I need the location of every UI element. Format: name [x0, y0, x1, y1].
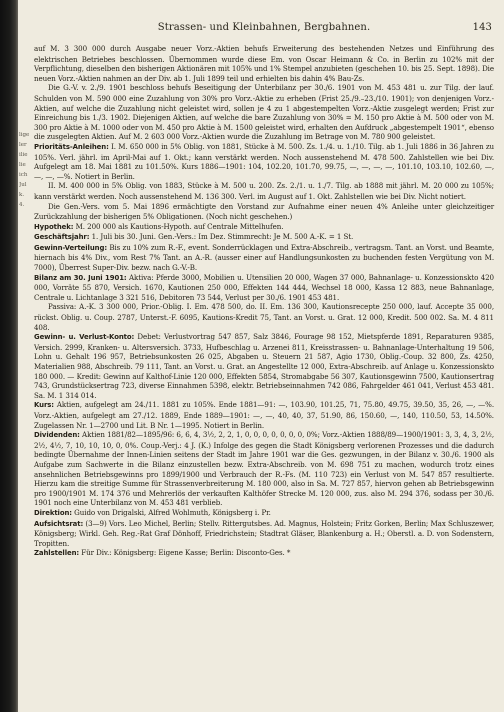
book-spine-gutter — [0, 0, 18, 712]
paragraph — [34, 202, 494, 222]
fragment: Jul — [19, 182, 27, 188]
paragraph — [34, 302, 494, 332]
paragraph — [34, 332, 494, 400]
section-label: Hypothek: — [34, 222, 74, 231]
running-title: Strassen- und Kleinbahnen, Bergbahnen. — [157, 22, 371, 33]
paragraph-text: Die G.-V. v. 2./9. 1901 beschloss behufs Beseitigung der Unterbilanz per 30./6. 1901 von M. 453 481 u. zur Tilg. der lauf. Schulden von M. 590 000 eine Zuzahlung von 30% pro Vorz.-Aktie zu erheben (Frist 25./9.–23./10. 1901); von denjenigen Vorz.-Aktien, auf welche die Zuzahlung nicht geleistet wird, sollen je 4 zu 1 abgestempelten Vorz.-Aktie zusgelegt werden; Frist zur Einreichung bis 1./3. 1902. Diejenigen Aktien, auf welche die bare Zuzahlung von 30% = M. 150 pro Aktie à M. 500 oder von M. 300 pro Aktie à M. 1000 oder von M. 450 pro Aktie à M. 1500 geleistet wird, erhalten den Aufdruck „abgestempelt 1901“, ebenso die zusgelegten Aktien. Auf M. 2 603 000 Vorz.-Aktien wurde die Zuzahlung im Betrage von M. 780 900 geleistet. — [34, 83, 494, 142]
paragraph — [34, 232, 494, 243]
paragraph-text: (3—9) Vors. Leo Michel, Berlin; Stellv. Rittergutsbes. Ad. Magnus, Holstein; Fritz Gorken, Berlin; Max Schluszewer, Königsberg; Wirkl. Geh. Reg.-Rat Graf Dönhoff, Friedrichstein; Stadtrat Gläser, Blankenburg a. H.; Oberstl. a. D. von Sodenstern, Tropitten. — [34, 518, 494, 548]
paragraph-text: Bis zu 10% zum R.-F., event. Sonderrücklagen und Extra-Abschreib., vertragsm. Tant. an Vorst. und Beamte, hiernach bis 4% Div., vom Rest 7% Tant. an A.-R. (ausser einer auf Handlungsunkosten zu buchenden festen Vergütung von M. 7000), Überrest Super-Div. bezw. nach G.-V.-B. — [34, 242, 494, 273]
section-label: Prioritäts-Anleihen: — [34, 142, 109, 151]
paragraph — [34, 222, 494, 233]
paragraph — [34, 142, 494, 181]
paragraph-text: M. 200 000 als Kautions-Hypoth. auf Centrale Mittelhufen. — [73, 221, 284, 231]
paragraph-text: Die Gen.-Vers. vom 5. Mai 1896 ermächtigte den Vorstand zur Aufnahme einer neuen 4% Anleihe unter gleichzeitiger Zurückzahlung der bisherigen 5% Obligationen. (Noch nicht geschehen.) — [34, 201, 494, 222]
section-label: Gewinn-Verteilung: — [34, 243, 108, 252]
fragment: lie — [19, 162, 26, 168]
section-label: Aufsichtsrat: — [34, 519, 84, 528]
section-label: Bilanz am 30. Juni 1901: — [34, 273, 127, 282]
fragment: 4. — [19, 202, 25, 208]
section-label: Zahlstellen: — [34, 549, 80, 558]
paragraph-text: Debet: Verlustvortrag 547 857, Salz 3846, Fourage 98 152, Mietspferde 1891, Reparaturen 9385, Versich. 2999, Kranken- u. Altersversich. 3733, Hufbeschlag u. Arzenei 811, Kreisstrassen- u. Bahnanlage-Unterhaltung 19 506, Lohn u. Gehalt 196 957, Betriebsunkosten 26 025, Abgaben u. Steuern 21 587, Agio 1730, Oblig.-Coup. 32 800, Zs. 4250, Materialien 988, Abschreib. 79 111, Tant. an Vorst. u. Grat. an Angestellte 12 000, Extra-Abschreib. auf Anlage u. Konzessionskto 180 000. — Kredit: Gewinn auf Kalthof-Linie 120 000, Effekten 5854, Stromabgabe 56 307, Kautionsgewinn 7500, Kautionsertrag 743, Grundstücksertrag 723, diverse Einnahmen 5398, elektr. Betriebseinnahmen 742 086, Fahrgelder 461 041, Verlust 453 481. Sa. M. 1 314 014. — [34, 332, 494, 400]
paragraph — [34, 508, 494, 519]
section-label: Dividenden: — [34, 431, 80, 440]
fragment: ilie — [19, 152, 28, 158]
paragraph-text: Aktien 1881/82—1895/96: 6, 6, 4, 3½, 2, 2, 1, 0, 0, 0, 0, 0, 0, 0, 0%; Vorz.-Aktien 1888/89—1900/1901: 3, 3, 4, 3, 2½, 2½, 4½, 7, 10, 10, 10, 0, 0%. Coup.-Verj.: 4 J. (K.) Infolge des gegen die Stadt Königsberg verlorenen Prozesses und die dadurch bedingte Übernahme der Innen-Linien seitens der Stadt im Jahre 1901 war die Ges. gezwungen, in der Bilanz v. 30./6. 1900 als Aufgabe zum Sachwerte in die Bilanz einzustellen bezw. Extra-Abschreib. von M. 698 751 zu machen, wodurch trotz eines ansehnlichen Betriebsgewinns pro 1899/1900 und Verbrauch der R.-Fs. (M. 110 723) ein Verlust von M. 547 857 resultierte. Hierzu kam die streitige Summe für Strassenverbreiterung M. 180 000, also in Sa. M. 727 857, hiervon gehen ab Betriebsgewinn pro 1900/1901 M. 174 376 und Mehrerlös der verkauften Kalthöfer Strecke M. 120 000, zus. also M. 294 376, sodass per 30./6. 1901 noch eine Unterbilanz von M. 453 481 verblieb. — [34, 430, 494, 508]
paragraph — [34, 400, 494, 430]
section-label: Direktion: — [34, 508, 72, 517]
paragraph-text: I. M. 650 000 in 5% Oblig. von 1881, Stücke à M. 500. Zs. 1./4. u. 1./10. Tilg. ab 1. Juli 1886 in 36 Jahren zu 105%. Verl. jährl. im April-Mai auf 1. Okt.; kann verstärkt werden. Noch aussenstehend M. 478 500. Zahlstellen wie bei Div. Aufgelegt am 18. Mai 1881 zu 101.50%. Kurs 1886—1901: 104, 102.20, 101.70, 99.75, —, —, —, —, 101.10, 103.10, 102.60, —, —, —, —%. Notiert in Berlin. — [34, 141, 494, 181]
fragment: lige — [19, 132, 30, 138]
paragraph-text: II. M. 400 000 in 5% Oblig. von 1883, Stücke à M. 500 u. 200. Zs. 2./1. u. 1./7. Tilg. ab 1888 mit jährl. M. 20 000 zu 105%; kann verstärkt werden. Noch aussenstehend M. 136 300. Verl. im August auf 1. Okt. Zahlstellen wie bei Div. Nicht notiert. — [34, 181, 494, 201]
paragraph — [34, 273, 494, 303]
running-header — [34, 20, 494, 40]
paragraph-text: Guido von Drigalski, Alfred Wohlmuth, Königsberg i. Pr. — [72, 507, 271, 517]
section-label: Geschäftsjahr: — [34, 233, 90, 242]
fragment: k. — [19, 192, 25, 198]
page-number: 143 — [472, 22, 492, 33]
adjacent-page-fragments — [19, 130, 33, 210]
paragraph-text: Für Div.: Königsberg: Eigene Kasse; Berlin: Disconto-Ges. * — [79, 548, 291, 558]
fragment: ich — [19, 172, 28, 178]
paragraph — [34, 83, 494, 142]
paragraph-text: auf M. 3 300 000 durch Ausgabe neuer Vorz.-Aktien behufs Erweiterung des bestehenden Netzes und Einführung des elektrischen Betriebes beschlossen. Übernommen wurde diese Em. von Oscar Heimann & Co. in Berlin zu 102% mit der Verpflichtung, dieselben den bisherigen Aktionären mit 105% und 1% Stempel anzubieten (geschehen 10. bis 25. Sept. 1898). Die neuen Vorz.-Aktien nahmen an der Div. ab 1. Juli 1899 teil und erhielten bis dahin 4% Bau-Zs. — [34, 44, 494, 83]
document-page — [34, 20, 494, 706]
paragraph — [34, 548, 494, 559]
paragraph-text: Passiva: A.-K. 3 300 000, Prior.-Oblig. I. Em. 478 500, do. II. Em. 136 300, Kautionsrecepte 250 000, lauf. Accepte 35 000, rückst. Oblig. u. Coup. 2787, Unterst.-F. 6095, Kautions-Kredit 75, Tant. an Vorst. u. Grat. 12 000, Kredit. 500 002. Sa. M. 4 811 408. — [34, 302, 494, 332]
paragraph — [34, 519, 494, 549]
paragraph — [34, 243, 494, 273]
body-text — [34, 44, 494, 559]
paragraph-text: Aktien, aufgelegt am 24./11. 1881 zu 105%. Ende 1881—91: —, 103.90, 101.25, 71, 75.80, 49.75, 39.50, 35, 26, —, —%. Vorz.-Aktien, aufgelegt am 27./12. 1889, Ende 1889—1901: —, —, 40, 40, 37, 51.90, 86, 150.60, —, 140, 110.50, 53, 14.50%. Zugelassen Nr. 1—2700 und Lit. B Nr. 1—1995. Notiert in Berlin. — [34, 400, 494, 430]
paragraph — [34, 181, 494, 201]
section-label: Gewinn- u. Verlust-Konto: — [34, 333, 135, 342]
paragraph — [34, 44, 494, 83]
fragment: ler — [19, 142, 27, 148]
section-label: Kurs: — [34, 401, 54, 410]
paragraph-text: 1. Juli bis 30. Juni. Gen.-Vers.: Im Dez. Stimmrecht: Je M. 500 A.-K. = 1 St. — [89, 232, 354, 242]
paragraph-text: Aktiva: Pferde 3000, Mobilien u. Utensilien 20 000, Wagen 37 000, Bahnanlage- u. Konzessionskto 420 000, Vorräte 55 870, Versich. 1670, Kautionen 250 000, Effekten 144 444, Wechsel 18 000, Kassa 12 883, neue Bahnanlage, Centrale u. Lichtanlage 3 321 516, Debitoren 73 544, Verlust per 30./6. 1901 453 481. — [34, 272, 494, 302]
paragraph — [34, 430, 494, 508]
